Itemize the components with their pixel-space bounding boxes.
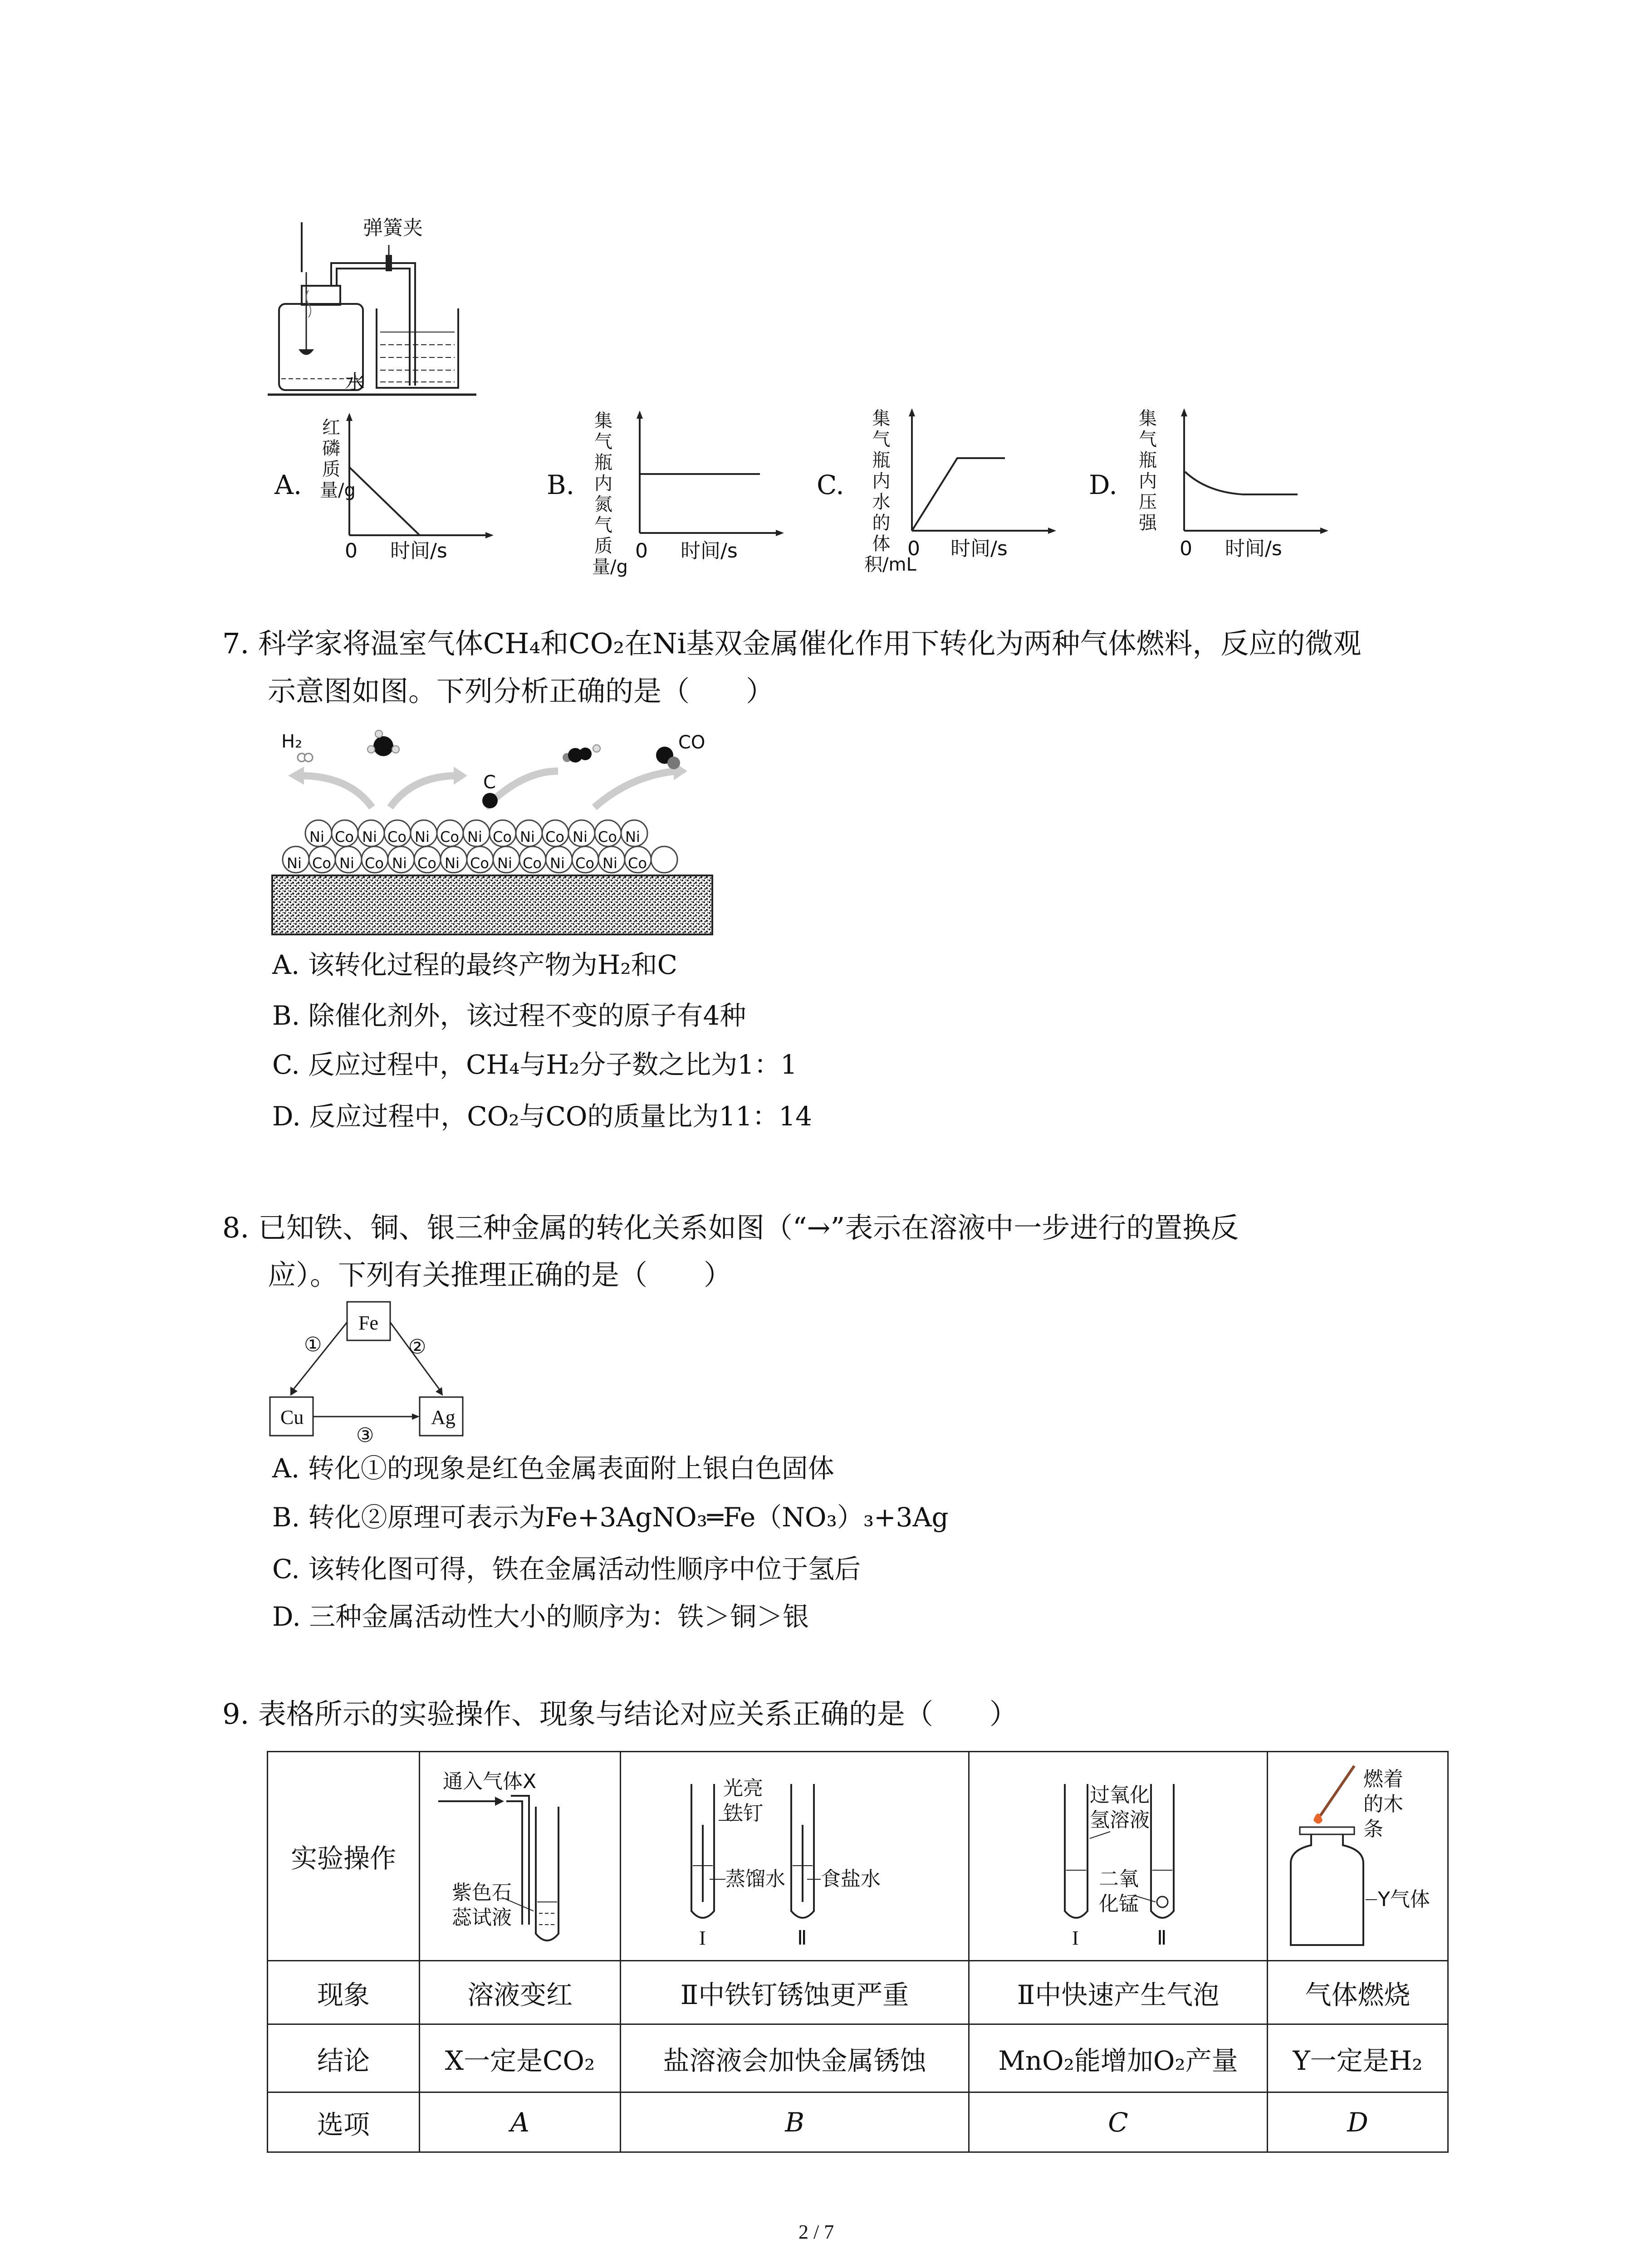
q6-a-xlabel: 时间/s xyxy=(390,539,447,562)
atom-ni: Ni xyxy=(550,855,565,872)
q7-option-b[interactable]: B. 除催化剂外，该过程不变的原子有4种 xyxy=(272,1000,746,1031)
row-header-choice: 选项 xyxy=(268,2092,420,2152)
q6-c-graph xyxy=(907,408,1057,546)
arrow-2-label: ② xyxy=(408,1335,426,1359)
q8-option-d[interactable]: D. 三种金属活动性大小的顺序为：铁＞铜＞银 xyxy=(272,1601,809,1632)
clamp-label: 弹簧夹 xyxy=(363,216,423,240)
litmus-label-2: 蕊试液 xyxy=(452,1906,512,1929)
mno2-label-2: 化锰 xyxy=(1099,1892,1139,1916)
atom-co: Co xyxy=(598,828,617,846)
phenomenon-c: Ⅱ中快速产生气泡 xyxy=(969,1961,1268,2024)
atom-co: Co xyxy=(628,855,647,872)
choice-d[interactable]: D xyxy=(1268,2092,1448,2152)
q8-option-a[interactable]: A. 转化①的现象是红色金属表面附上银白色固体 xyxy=(272,1453,834,1484)
q6-option-c-letter[interactable]: C. xyxy=(817,469,844,500)
experiment-b-diagram xyxy=(621,1752,969,1961)
burning-stick-label-2: 的木 xyxy=(1363,1793,1403,1816)
litmus-label-1: 紫色石 xyxy=(452,1881,512,1904)
q6-option-a-letter[interactable]: A. xyxy=(274,469,302,500)
row-header-phenomenon: 现象 xyxy=(268,1961,420,2024)
q8-option-c[interactable]: C. 该转化图可得，铁在金属活动性顺序中位于氢后 xyxy=(272,1554,861,1584)
atom-ni: Ni xyxy=(497,855,512,872)
h2o2-label-1: 过氧化 xyxy=(1090,1784,1150,1807)
phenomenon-b: Ⅱ中铁钉锈蚀更严重 xyxy=(621,1961,969,2024)
gas-x-label: 通入气体X xyxy=(443,1770,537,1793)
q8-question-line1: 8. 已知铁、铜、银三种金属的转化关系如图（“→”表示在溶液中一步进行的置换反 xyxy=(222,1211,1239,1244)
atom-ni: Ni xyxy=(603,855,617,872)
atom-ni: Ni xyxy=(362,828,377,846)
h2o2-label-2: 氢溶液 xyxy=(1090,1809,1150,1832)
conclusion-d: Y一定是H₂ xyxy=(1268,2024,1448,2092)
q7-question-line2: 示意图如图。下列分析正确的是（ ） xyxy=(268,675,774,708)
q6-d-xlabel: 时间/s xyxy=(1225,537,1282,560)
ag-box-label: Ag xyxy=(431,1406,456,1428)
atom-ni: Ni xyxy=(467,828,482,846)
q7-option-c[interactable]: C. 反应过程中，CH₄与H₂分子数之比为1：1 xyxy=(272,1049,798,1080)
q6-option-b-letter[interactable]: B. xyxy=(547,469,575,500)
atom-co: Co xyxy=(523,855,542,872)
q6-a-ylabel: 红磷质量/g xyxy=(320,417,356,501)
atom-co: Co xyxy=(417,855,436,872)
atom-ni: Ni xyxy=(339,855,354,872)
q7-option-a[interactable]: A. 该转化过程的最终产物为H₂和C xyxy=(272,949,677,980)
atom-co: Co xyxy=(575,855,594,872)
tube-ii-label: Ⅱ xyxy=(1157,1927,1167,1949)
q6-c-ylabel: 集气瓶内水的体积/mL xyxy=(864,408,916,575)
burning-stick-label-1: 燃着 xyxy=(1363,1768,1403,1791)
page-number: 2 / 7 xyxy=(798,2221,834,2243)
experiment-c-diagram xyxy=(969,1752,1268,1961)
q6-a-graph xyxy=(345,413,495,551)
q7-figure-labels xyxy=(268,721,717,939)
atom-ni: Ni xyxy=(287,855,302,872)
atom-ni: Ni xyxy=(625,828,640,846)
tube-i-label: I xyxy=(1072,1927,1079,1949)
cu-box-label: Cu xyxy=(280,1406,304,1428)
q9-experiment-table xyxy=(267,1751,1449,2153)
q7-option-d[interactable]: D. 反应过程中，CO₂与CO的质量比为11：14 xyxy=(272,1101,813,1132)
q6-c-xlabel: 时间/s xyxy=(950,537,1008,560)
mno2-label-1: 二氧 xyxy=(1099,1867,1139,1891)
arrow-3-label: ③ xyxy=(356,1424,374,1447)
q6-c-origin: 0 xyxy=(907,537,920,560)
atom-co: Co xyxy=(440,828,459,846)
nail-label-1: 光亮 xyxy=(723,1777,763,1800)
q7-question-line1: 7. 科学家将温室气体CH₄和CO₂在Ni基双金属催化作用下转化为两种气体燃料，反应的微观 xyxy=(222,627,1362,660)
q8-question-line2: 应）。下列有关推理正确的是（ ） xyxy=(268,1258,732,1291)
fe-box-label: Fe xyxy=(358,1312,378,1334)
water-label: 水 xyxy=(345,371,365,394)
q8-option-b[interactable]: B. 转化②原理可表示为Fe+3AgNO₃═Fe（NO₃）₃+3Ag xyxy=(272,1502,949,1533)
q6-b-origin: 0 xyxy=(635,539,648,562)
atom-co: Co xyxy=(312,855,331,872)
q6-d-ylabel: 集气瓶内压强 xyxy=(1139,408,1157,533)
atom-co: Co xyxy=(493,828,512,846)
q9-question: 9. 表格所示的实验操作、现象与结论对应关系正确的是（ ） xyxy=(222,1697,1018,1730)
atom-ni: Ni xyxy=(520,828,535,846)
atom-co: Co xyxy=(470,855,489,872)
q6-option-d-letter[interactable]: D. xyxy=(1089,469,1117,500)
conclusion-c: MnO₂能增加O₂产量 xyxy=(969,2024,1268,2092)
row-header-operation: 实验操作 xyxy=(268,1752,420,1961)
atom-co: Co xyxy=(335,828,354,846)
conclusion-b: 盐溶液会加快金属锈蚀 xyxy=(621,2024,969,2092)
experiment-a-diagram xyxy=(420,1752,621,1961)
q6-b-graph xyxy=(635,411,785,548)
atom-co: Co xyxy=(387,828,407,846)
experiment-d-diagram xyxy=(1268,1752,1448,1961)
atom-ni: Ni xyxy=(415,828,430,846)
phenomenon-d: 气体燃烧 xyxy=(1268,1961,1448,2024)
tube-ii-label: Ⅱ xyxy=(797,1927,807,1949)
q6-b-ylabel: 集气瓶内氮气质量/g xyxy=(592,411,628,577)
c-label: C xyxy=(483,772,496,793)
nail-label-2: 铁钉 xyxy=(723,1802,763,1825)
gas-y-label: Y气体 xyxy=(1378,1888,1430,1911)
atom-ni: Ni xyxy=(309,828,324,846)
row-header-conclusion: 结论 xyxy=(268,2024,420,2092)
phenomenon-a: 溶液变红 xyxy=(420,1961,621,2024)
tube-i-label: I xyxy=(699,1927,706,1949)
atom-ni: Ni xyxy=(573,828,588,846)
choice-c[interactable]: C xyxy=(969,2092,1268,2152)
distilled-water-label: 蒸馏水 xyxy=(725,1867,785,1891)
choice-b[interactable]: B xyxy=(621,2092,969,2152)
burning-stick-label-3: 条 xyxy=(1363,1818,1383,1841)
q6-b-xlabel: 时间/s xyxy=(681,539,738,562)
atom-ni: Ni xyxy=(392,855,407,872)
atom-co: Co xyxy=(545,828,564,846)
q6-d-origin: 0 xyxy=(1180,537,1192,560)
salt-water-label: 食盐水 xyxy=(821,1867,881,1891)
atom-co: Co xyxy=(365,855,384,872)
q6-a-origin: 0 xyxy=(345,539,358,562)
h2-label: H₂ xyxy=(281,731,303,752)
q6-apparatus xyxy=(259,213,485,404)
co-label: CO xyxy=(678,732,705,753)
conclusion-a: X一定是CO₂ xyxy=(420,2024,621,2092)
arrow-1-label: ① xyxy=(304,1333,322,1356)
q6-d-graph xyxy=(1180,408,1329,546)
atom-ni: Ni xyxy=(445,855,460,872)
choice-a[interactable]: A xyxy=(420,2092,621,2152)
